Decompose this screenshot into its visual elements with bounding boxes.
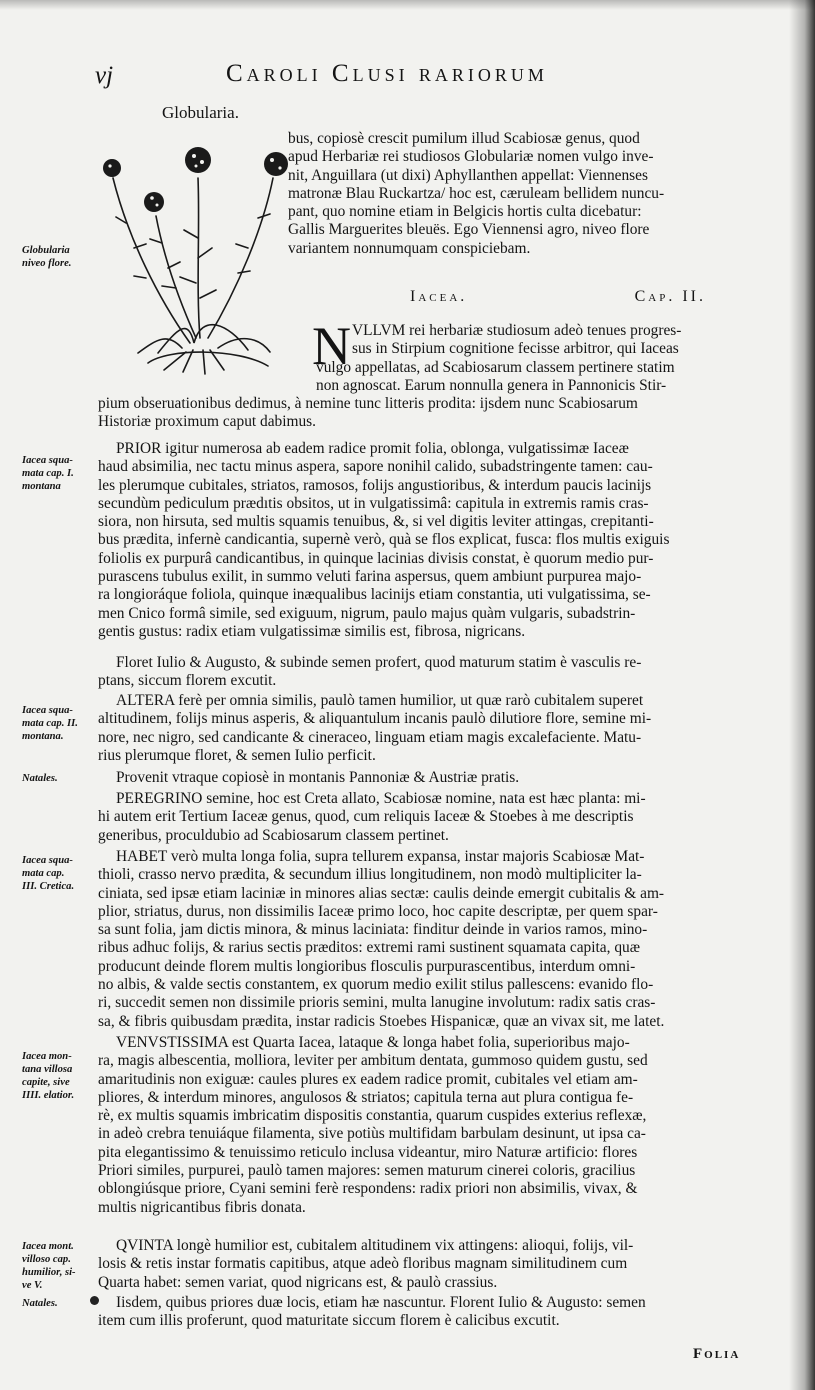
book-gutter-shadow <box>789 0 815 1390</box>
ink-blot <box>90 1296 99 1305</box>
paragraph-provenit <box>116 769 519 787</box>
text-line: Provenit vtraque copiosè in montanis Pannoniæ & Austriæ pratis. <box>116 769 520 786</box>
text-line: sus in Stirpium cognitione fecisse arbitror, qui Iaceas <box>352 340 679 358</box>
text-line: Floret Iulio & Augusto, & subinde semen profert, quod maturum statim è vasculis re- <box>116 654 642 671</box>
text-line: secundùm pediculum prædıtis obsitos, ut in vulgatissimâ: capitula in extremis ramis cras- <box>98 494 649 512</box>
text-line: rius plerumque floret, & semen Iulio perficit. <box>98 746 376 764</box>
margin-note-line: mata cap. <box>22 868 65 879</box>
margin-note-iacea-3 <box>22 854 74 893</box>
text-line: thioli, crasso nervo prædita, & secundum illius longitudinem, non modò multipliciter la- <box>98 866 642 884</box>
chapter-number: Cap. II. <box>634 288 706 305</box>
text-line: ri, succedit semen non dissimile prioris semini, multa lanugine involutum: radix satis cras- <box>98 994 656 1012</box>
text-line: Iisdem, quibus priores duæ locis, etiam hæ nascuntur. Florent Iulio & Augusto: semen <box>116 1294 646 1311</box>
text-line: foliolis ex purpurâ candicantibus, in quinque lacinias divisis constat, è quorum medio pur- <box>98 549 654 567</box>
margin-note-line: capite, sive <box>22 1077 70 1088</box>
plant-title: Globularia. <box>162 103 239 122</box>
catchword: Folia <box>693 1346 741 1362</box>
page-folio: vj <box>95 62 114 89</box>
margin-note-iacea-4 <box>22 1050 74 1102</box>
text-line: amaritudinis non exiguæ: caules plures ex eadem radice promit, cubitales vel etiam am- <box>98 1070 638 1088</box>
paragraph-habet <box>98 866 664 1031</box>
text-line: pliores, & interdum minores, angulosos & striatos; capitula terna aut plura contigua fe- <box>98 1088 634 1106</box>
margin-note-line: Iacea squa- <box>22 705 73 716</box>
margin-note-natales <box>22 772 58 785</box>
text-line: in adeò crebra tenuiáque filamenta, sive potiùs multifidam barbulam desinunt, ut ipsa ca- <box>98 1125 646 1143</box>
paragraph-altera <box>98 710 651 765</box>
running-head: Caroli Clusi rariorum <box>226 60 548 87</box>
text-line: VLLVM rei herbariæ studiosum adeò tenues progres- <box>352 322 682 339</box>
margin-note-line: Globularia <box>22 245 70 256</box>
margin-note-line: IIII. elatior. <box>22 1090 75 1101</box>
text-line: ra, magis albescentia, molliora, leviter per ambitum dentata, gummoso quidem gustu, sed <box>98 1052 648 1070</box>
text-line: ciniata, sed ipsæ etiam laciniæ in minores alias sectæ: caulis deinde emergit cubitalis & am- <box>98 884 665 902</box>
text-line: variantem nonnumquam conspiciebam. <box>288 239 531 257</box>
text-line: altitudinem, folijs minus asperis, & aliquantulum incanis paulò dilutiore flore, semine mi- <box>98 710 652 728</box>
paragraph-habet-first <box>116 848 644 866</box>
chapter-intro-middle-lines <box>316 359 675 396</box>
text-line: sa sunt folia, jam dictis minora, & minus laciniata: finditur deinde in varios ramos, mino- <box>98 921 648 939</box>
text-line: nore, nec nigro, sed candicante & cineraceo, linguam etiam magis excalefaciente. Matu- <box>98 728 642 746</box>
margin-note-line: niveo flore. <box>22 258 72 269</box>
text-line: multis nigricantibus fibris donata. <box>98 1198 306 1216</box>
margin-note-iacea-2 <box>22 704 78 743</box>
text-line: no albis, & valde sectis constantem, ex quorum medio exilit stilus pallescens: evanido flo- <box>98 976 654 994</box>
paragraph-floret <box>116 654 641 672</box>
text-line: haud absimilia, nec tactu minus aspera, sapore nonihil calido, subadstringente tamen: cau- <box>98 458 653 476</box>
drop-cap: N <box>312 316 351 376</box>
text-line: bus prædita, infernè candicantia, supernè verò, quà se flos explicat, fusca: flos multis exiguis <box>98 531 670 549</box>
paragraph-peregrino-first <box>116 790 646 808</box>
text-line: HABET verò multa longa folia, supra tellurem expansa, instar majoris Scabiosæ Mat- <box>116 848 645 865</box>
text-line: plior, striatus, durus, non dissimilis Iaceæ primo loco, hoc capite descriptæ, per quem spar- <box>98 902 658 920</box>
text-line: les plerumque cubitales, striatos, ramosos, folijs angustioribus, & interdum paucis lacinijs <box>98 476 652 494</box>
text-line: purascens tubulus exilit, in summo veluti farina aspersus, quem ambiunt purpurea majo- <box>98 568 642 586</box>
paragraph-iisdem-cont <box>98 1312 560 1330</box>
margin-note-line: mata cap. II. <box>22 718 78 729</box>
text-line: Gallis Marguerites bleuës. Ego Viennensi agro, niveo flore <box>288 221 650 239</box>
margin-note-line: ve V. <box>22 1280 43 1291</box>
paragraph-venustissima <box>98 1052 648 1217</box>
text-line: pium obseruationibus dedimus, à nemine tunc litteris prodita: ijsdem nunc Scabiosarum <box>98 395 638 413</box>
margin-note-iacea-5 <box>22 1240 76 1292</box>
chapter-intro-full-lines <box>98 395 638 432</box>
text-line: generibus, proculdubio ad Scabiosarum classem pertinet. <box>98 826 449 844</box>
paragraph-prior <box>98 458 669 641</box>
margin-note-iacea-1 <box>22 454 74 493</box>
margin-note-line: Iacea mont. <box>22 1241 74 1252</box>
paragraph-quinta <box>98 1255 627 1292</box>
text-line: QVINTA longè humilior est, cubitalem altitudinem vix attingens: alioqui, folijs, vil- <box>116 1237 634 1254</box>
page-shadow-top <box>0 0 815 10</box>
margin-note-natales <box>22 1297 58 1310</box>
chapter-intro-first-lines <box>352 322 681 359</box>
margin-note-line: Natales. <box>22 1298 58 1309</box>
margin-note-line: villoso cap. <box>22 1254 71 1265</box>
text-line: Quarta habet: semen variat, quod nigricans est, & paulò crassius. <box>98 1273 498 1291</box>
margin-note-line: Iacea mon- <box>22 1051 72 1062</box>
text-line: PRIOR igitur numerosa ab eadem radice promit folia, oblonga, vulgatissimæ Iaceæ <box>116 440 629 457</box>
text-line: Historiæ proximum caput dabimus. <box>98 413 317 431</box>
margin-note-line: mata cap. I. <box>22 468 74 479</box>
margin-note-line: tana villosa <box>22 1064 73 1075</box>
text-line: ALTERA ferè per omnia similis, paulò tamen humilior, ut quæ rarò cubitalem superet <box>116 692 644 709</box>
text-line: VENVSTISSIMA est Quarta Iacea, lataque & longa habet folia, superioribus majo- <box>116 1034 630 1051</box>
paragraph-altera-first <box>116 692 643 710</box>
paragraph-peregrino <box>98 808 633 845</box>
intro-paragraph <box>288 130 664 258</box>
text-line: PEREGRINO semine, hoc est Creta allato, Scabiosæ nomine, nata est hæc planta: mi- <box>116 790 646 807</box>
text-line: ptans, siccum florem excutit. <box>98 672 277 690</box>
text-line: vulgo appellatas, ad Scabiosarum classem pertinere statim <box>316 358 675 376</box>
paragraph-iisdem <box>116 1294 646 1312</box>
margin-note-line: Iacea squa- <box>22 455 73 466</box>
paragraph-quinta-first <box>116 1237 633 1255</box>
chapter-title: Iacea. <box>410 288 468 305</box>
text-line: siora, non hirsuta, sed multis squamis tenuibus, &, si vel digitis leviter attingas, crepitanti- <box>98 513 654 531</box>
text-line: men Cnico formâ simile, sed exiguum, nigrum, paulo majus quàm vulgaris, subadstrin- <box>98 604 636 622</box>
text-line: Priori similes, purpurei, paulò tamen majores: semen maturum cinerei coloris, gracilius <box>98 1162 636 1180</box>
text-line: pita elegantissimo & tenuissimo reticulo inclusa videantur, miro Naturæ artificio: flores <box>98 1143 638 1161</box>
text-line: item cum illis proferunt, quod maturitate siccum florem è calicibus excutit. <box>98 1312 560 1330</box>
text-line: sa, & fibris quibusdam prædita, instar radicis Stoebes Hispanicæ, quæ an vivax sit, me latet. <box>98 1012 665 1030</box>
paragraph-venustissima-first <box>116 1034 630 1052</box>
text-line: pant, quo nomine etiam in Belgicis hortis culta dicebatur: <box>288 203 642 221</box>
text-line: hi autem erit Tertium Iaceæ genus, quod, cum reliquis Iaceæ & Stoebes à me descriptis <box>98 808 634 826</box>
text-line: nit, Anguillara (ut dixi) Aphyllanthen appellat: Viennenses <box>288 166 648 184</box>
margin-note-line: Natales. <box>22 773 58 784</box>
margin-note-line: montana. <box>22 731 64 742</box>
text-line: ra longioráque foliola, quinque inæqualibus lacinijs etiam constantia, uti vulgatissima, se- <box>98 586 651 604</box>
text-line: rè, ex multis squamis imbricatim dispositis constantia, quarum cuspides exterius reflexæ, <box>98 1107 647 1125</box>
paragraph-prior-first <box>116 440 629 458</box>
text-line: apud Herbariæ rei studiosos Globulariæ nomen vulgo inve- <box>288 148 654 166</box>
text-line: oblongiúsque priore, Cyani semini ferè respondens: radix priori non absimilis, vivax, & <box>98 1180 638 1198</box>
text-line: producunt deinde florem multis longioribus flosculis purpurascentibus, interdum omni- <box>98 957 636 975</box>
text-line: losis & retis instar formatis capitibus, atque adeò floribus magnam similitudinem cum <box>98 1255 628 1273</box>
paragraph-floret-cont <box>98 672 276 690</box>
text-line: bus, copiosè crescit pumilum illud Scabiosæ genus, quod <box>288 130 640 147</box>
text-line: matronæ Blau Ruckartza/ hoc est, cæruleam bellidem nuncu- <box>288 184 665 202</box>
text-line: ribus adhuc folijs, & rarius sectis præditos: extremi rami sustinent squamata capita, quæ <box>98 939 640 957</box>
margin-note-line: Iacea squa- <box>22 855 73 866</box>
globularia-plant-woodcut-icon <box>98 138 308 378</box>
margin-note-line: humilior, si- <box>22 1267 76 1278</box>
margin-note-line: III. Cretica. <box>22 881 75 892</box>
text-line: non agnoscat. Earum nonnulla genera in Pannonicis Stir- <box>316 376 667 394</box>
text-line: gentis gustus: radix etiam vulgatissimæ similis est, fibrosa, nigricans. <box>98 622 526 640</box>
margin-note-globularia <box>22 244 71 270</box>
margin-note-line: montana <box>22 481 61 492</box>
